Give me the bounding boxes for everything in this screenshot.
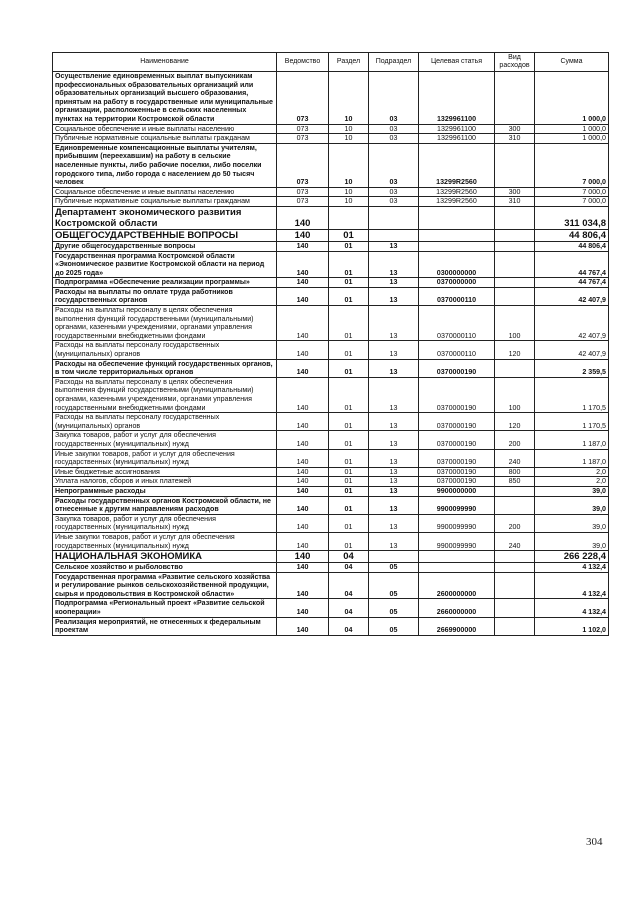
cell-exptype (495, 72, 535, 125)
cell-dept: 140 (277, 514, 329, 532)
cell-dept: 140 (277, 486, 329, 496)
cell-amount: 44 806,4 (535, 241, 609, 251)
cell-amount: 4 132,4 (535, 599, 609, 617)
cell-target: 0370000190 (419, 359, 495, 377)
cell-section: 01 (329, 306, 369, 341)
cell-exptype: 100 (495, 306, 535, 341)
cell-target: 13299R2560 (419, 143, 495, 187)
cell-dept: 140 (277, 206, 329, 229)
table-row (53, 72, 609, 125)
cell-subsection: 13 (369, 431, 419, 449)
table-row (53, 496, 609, 514)
cell-target: 0370000190 (419, 449, 495, 467)
cell-name: Реализация мероприятий, не отнесенных к федеральным проектам (53, 617, 277, 635)
cell-amount: 1 000,0 (535, 124, 609, 134)
cell-section: 01 (329, 477, 369, 487)
header-dept: Ведомство (277, 53, 329, 72)
cell-subsection: 13 (369, 496, 419, 514)
page-number: 304 (586, 836, 603, 848)
cell-section: 01 (329, 514, 369, 532)
table-row (53, 229, 609, 241)
cell-target: 1329961100 (419, 124, 495, 134)
cell-name: Расходы государственных органов Костромской области, не отнесенные к другим направлениям расходов (53, 496, 277, 514)
cell-subsection: 13 (369, 359, 419, 377)
cell-target (419, 563, 495, 573)
cell-section: 01 (329, 486, 369, 496)
cell-subsection: 13 (369, 477, 419, 487)
cell-subsection: 03 (369, 72, 419, 125)
table-row (53, 197, 609, 207)
table-header-row (53, 53, 609, 72)
cell-section: 04 (329, 563, 369, 573)
cell-target: 9900099990 (419, 532, 495, 550)
cell-dept: 140 (277, 359, 329, 377)
cell-section: 01 (329, 359, 369, 377)
cell-exptype (495, 229, 535, 241)
cell-exptype: 310 (495, 197, 535, 207)
table-row (53, 341, 609, 359)
cell-name: НАЦИОНАЛЬНАЯ ЭКОНОМИКА (53, 551, 277, 563)
cell-dept: 073 (277, 187, 329, 197)
cell-dept: 140 (277, 431, 329, 449)
header-name: Наименование (53, 53, 277, 72)
cell-subsection: 03 (369, 134, 419, 144)
cell-exptype (495, 143, 535, 187)
header-subsection: Подраздел (369, 53, 419, 72)
cell-exptype: 300 (495, 124, 535, 134)
cell-target: 1329961100 (419, 134, 495, 144)
cell-dept: 140 (277, 449, 329, 467)
cell-section: 10 (329, 197, 369, 207)
cell-dept: 140 (277, 278, 329, 288)
cell-exptype (495, 206, 535, 229)
cell-target: 9900000000 (419, 486, 495, 496)
cell-name: Расходы на выплаты персоналу в целях обеспечения выполнения функций государственными (муниципальными) органами, казенными учреждениями, органами управления государственными внебюджетными фондами (53, 377, 277, 412)
table-row (53, 599, 609, 617)
cell-exptype (495, 563, 535, 573)
cell-section: 01 (329, 449, 369, 467)
cell-name: Государственная программа Костромской области «Экономическое развитие Костромской области на период до 2025 года» (53, 251, 277, 278)
cell-dept: 140 (277, 617, 329, 635)
cell-name: ОБЩЕГОСУДАРСТВЕННЫЕ ВОПРОСЫ (53, 229, 277, 241)
cell-subsection: 13 (369, 449, 419, 467)
cell-exptype (495, 287, 535, 305)
cell-amount: 39,0 (535, 532, 609, 550)
cell-exptype: 120 (495, 413, 535, 431)
cell-target: 2660000000 (419, 599, 495, 617)
cell-dept: 140 (277, 563, 329, 573)
cell-name: Уплата налогов, сборов и иных платежей (53, 477, 277, 487)
cell-name: Непрограммные расходы (53, 486, 277, 496)
cell-section: 10 (329, 134, 369, 144)
cell-amount: 39,0 (535, 514, 609, 532)
cell-name: Расходы на выплаты персоналу в целях обеспечения выполнения функций государственными (муниципальными) органами, казенными учреждениями, органами управления государственными внебюджетными фондами (53, 306, 277, 341)
cell-target: 0370000110 (419, 341, 495, 359)
cell-name: Закупка товаров, работ и услуг для обеспечения государственных (муниципальных) нужд (53, 514, 277, 532)
cell-section: 01 (329, 467, 369, 477)
cell-dept: 073 (277, 134, 329, 144)
table-row (53, 287, 609, 305)
cell-exptype: 300 (495, 187, 535, 197)
table-row (53, 551, 609, 563)
cell-dept: 073 (277, 124, 329, 134)
cell-amount: 1 170,5 (535, 413, 609, 431)
cell-section: 04 (329, 551, 369, 563)
cell-section: 01 (329, 496, 369, 514)
cell-dept: 140 (277, 306, 329, 341)
cell-section (329, 206, 369, 229)
cell-section: 01 (329, 241, 369, 251)
table-row (53, 143, 609, 187)
cell-section: 01 (329, 278, 369, 288)
cell-subsection: 13 (369, 241, 419, 251)
table-row (53, 572, 609, 599)
table-row (53, 563, 609, 573)
cell-amount: 44 767,4 (535, 251, 609, 278)
cell-amount: 1 187,0 (535, 449, 609, 467)
cell-subsection: 03 (369, 197, 419, 207)
cell-section: 01 (329, 532, 369, 550)
cell-dept: 073 (277, 143, 329, 187)
cell-exptype (495, 241, 535, 251)
cell-section: 04 (329, 599, 369, 617)
cell-section: 01 (329, 287, 369, 305)
cell-name: Департамент экономического развития Костромской области (53, 206, 277, 229)
cell-subsection: 05 (369, 572, 419, 599)
cell-name: Подпрограмма «Региональный проект «Развитие сельской кооперации» (53, 599, 277, 617)
cell-target: 0370000190 (419, 377, 495, 412)
cell-dept: 140 (277, 241, 329, 251)
cell-name: Сельское хозяйство и рыболовство (53, 563, 277, 573)
cell-amount: 1 000,0 (535, 72, 609, 125)
cell-name: Публичные нормативные социальные выплаты гражданам (53, 197, 277, 207)
header-exptype: Вид расходов (495, 53, 535, 72)
cell-exptype (495, 359, 535, 377)
cell-target: 0370000110 (419, 306, 495, 341)
cell-section: 01 (329, 413, 369, 431)
table-row (53, 187, 609, 197)
table-row (53, 377, 609, 412)
cell-amount: 1 187,0 (535, 431, 609, 449)
cell-name: Расходы на выплаты персоналу государственных (муниципальных) органов (53, 413, 277, 431)
cell-amount: 266 228,4 (535, 551, 609, 563)
cell-subsection: 13 (369, 514, 419, 532)
cell-target: 0370000190 (419, 477, 495, 487)
cell-dept: 140 (277, 532, 329, 550)
cell-subsection: 13 (369, 467, 419, 477)
cell-exptype: 850 (495, 477, 535, 487)
cell-target: 0300000000 (419, 251, 495, 278)
cell-dept: 140 (277, 477, 329, 487)
budget-table (52, 52, 609, 636)
table-row (53, 467, 609, 477)
cell-exptype (495, 251, 535, 278)
cell-exptype: 100 (495, 377, 535, 412)
cell-name: Государственная программа «Развитие сельского хозяйства и регулирование рынков сельскохозяйственной продукции, сырья и продовольствия в Костромской области» (53, 572, 277, 599)
cell-dept: 140 (277, 341, 329, 359)
cell-exptype (495, 617, 535, 635)
cell-subsection: 13 (369, 287, 419, 305)
cell-target (419, 241, 495, 251)
cell-amount: 2 359,5 (535, 359, 609, 377)
cell-target: 0370000000 (419, 278, 495, 288)
cell-subsection: 13 (369, 251, 419, 278)
cell-section: 10 (329, 187, 369, 197)
table-row (53, 486, 609, 496)
cell-dept: 140 (277, 251, 329, 278)
table-body (53, 72, 609, 636)
cell-section: 01 (329, 377, 369, 412)
cell-name: Социальное обеспечение и иные выплаты населению (53, 187, 277, 197)
cell-name: Закупка товаров, работ и услуг для обеспечения государственных (муниципальных) нужд (53, 431, 277, 449)
cell-exptype: 120 (495, 341, 535, 359)
cell-amount: 2,0 (535, 467, 609, 477)
cell-dept: 140 (277, 413, 329, 431)
cell-amount: 7 000,0 (535, 143, 609, 187)
cell-subsection: 03 (369, 124, 419, 134)
cell-exptype (495, 572, 535, 599)
cell-subsection (369, 229, 419, 241)
cell-subsection: 13 (369, 306, 419, 341)
cell-target: 13299R2560 (419, 187, 495, 197)
header-section: Раздел (329, 53, 369, 72)
cell-amount: 2,0 (535, 477, 609, 487)
header-amount: Сумма (535, 53, 609, 72)
cell-subsection (369, 206, 419, 229)
cell-dept: 140 (277, 287, 329, 305)
cell-amount: 4 132,4 (535, 563, 609, 573)
cell-section: 01 (329, 251, 369, 278)
cell-dept: 140 (277, 599, 329, 617)
cell-target: 9900099990 (419, 496, 495, 514)
cell-subsection (369, 551, 419, 563)
cell-section: 01 (329, 229, 369, 241)
cell-exptype: 240 (495, 449, 535, 467)
cell-subsection: 13 (369, 413, 419, 431)
cell-target: 0370000190 (419, 431, 495, 449)
table-row (53, 241, 609, 251)
cell-subsection: 05 (369, 599, 419, 617)
cell-subsection: 13 (369, 278, 419, 288)
cell-dept: 140 (277, 551, 329, 563)
cell-target: 1329961100 (419, 72, 495, 125)
table-row (53, 206, 609, 229)
cell-amount: 39,0 (535, 486, 609, 496)
table-row (53, 449, 609, 467)
cell-dept: 140 (277, 572, 329, 599)
cell-subsection: 13 (369, 532, 419, 550)
cell-exptype (495, 551, 535, 563)
cell-subsection: 13 (369, 341, 419, 359)
cell-dept: 073 (277, 197, 329, 207)
cell-target (419, 551, 495, 563)
cell-exptype: 800 (495, 467, 535, 477)
cell-name: Расходы на обеспечение функций государственных органов, в том числе территориальных органов (53, 359, 277, 377)
cell-exptype: 200 (495, 431, 535, 449)
cell-dept: 140 (277, 377, 329, 412)
cell-section: 10 (329, 143, 369, 187)
cell-name: Публичные нормативные социальные выплаты гражданам (53, 134, 277, 144)
cell-amount: 39,0 (535, 496, 609, 514)
cell-amount: 7 000,0 (535, 187, 609, 197)
cell-target (419, 206, 495, 229)
table-row (53, 413, 609, 431)
table-row (53, 514, 609, 532)
cell-name: Расходы на выплаты персоналу государственных (муниципальных) органов (53, 341, 277, 359)
cell-target: 0370000110 (419, 287, 495, 305)
cell-section: 04 (329, 617, 369, 635)
cell-amount: 1 000,0 (535, 134, 609, 144)
cell-subsection: 13 (369, 377, 419, 412)
table-row (53, 251, 609, 278)
table-row (53, 532, 609, 550)
header-target: Целевая статья (419, 53, 495, 72)
cell-amount: 44 806,4 (535, 229, 609, 241)
cell-amount: 42 407,9 (535, 341, 609, 359)
cell-amount: 7 000,0 (535, 197, 609, 207)
table-row (53, 359, 609, 377)
cell-name: Осуществление единовременных выплат выпускникам профессиональных образовательных организаций или образовательных организаций высшего образования, принятым на работу в государственные или муниципальные организации, расположенные в сельских населенных пунктах на территории Костромской области (53, 72, 277, 125)
table-row (53, 278, 609, 288)
cell-amount: 1 170,5 (535, 377, 609, 412)
table-row (53, 124, 609, 134)
cell-section: 01 (329, 341, 369, 359)
table-row (53, 431, 609, 449)
cell-target (419, 229, 495, 241)
cell-name: Расходы на выплаты по оплате труда работников государственных органов (53, 287, 277, 305)
cell-subsection: 05 (369, 563, 419, 573)
cell-name: Иные закупки товаров, работ и услуг для обеспечения государственных (муниципальных) нужд (53, 449, 277, 467)
cell-amount: 42 407,9 (535, 287, 609, 305)
cell-name: Иные закупки товаров, работ и услуг для обеспечения государственных (муниципальных) нужд (53, 532, 277, 550)
cell-target: 9900099990 (419, 514, 495, 532)
cell-section: 10 (329, 72, 369, 125)
cell-dept: 140 (277, 496, 329, 514)
budget-page (52, 52, 608, 636)
cell-exptype (495, 486, 535, 496)
cell-amount: 4 132,4 (535, 572, 609, 599)
cell-section: 01 (329, 431, 369, 449)
cell-exptype: 240 (495, 532, 535, 550)
cell-dept: 140 (277, 467, 329, 477)
cell-name: Иные бюджетные ассигнования (53, 467, 277, 477)
table-row (53, 306, 609, 341)
cell-exptype (495, 496, 535, 514)
cell-exptype (495, 278, 535, 288)
cell-amount: 44 767,4 (535, 278, 609, 288)
cell-amount: 1 102,0 (535, 617, 609, 635)
table-row (53, 617, 609, 635)
cell-name: Другие общегосударственные вопросы (53, 241, 277, 251)
cell-subsection: 13 (369, 486, 419, 496)
cell-amount: 311 034,8 (535, 206, 609, 229)
cell-target: 0370000190 (419, 467, 495, 477)
cell-subsection: 05 (369, 617, 419, 635)
table-row (53, 477, 609, 487)
cell-target: 2600000000 (419, 572, 495, 599)
cell-subsection: 03 (369, 143, 419, 187)
cell-target: 0370000190 (419, 413, 495, 431)
table-row (53, 134, 609, 144)
cell-target: 13299R2560 (419, 197, 495, 207)
cell-exptype: 310 (495, 134, 535, 144)
cell-exptype: 200 (495, 514, 535, 532)
cell-exptype (495, 599, 535, 617)
cell-dept: 073 (277, 72, 329, 125)
cell-dept: 140 (277, 229, 329, 241)
cell-name: Подпрограмма «Обеспечение реализации программы» (53, 278, 277, 288)
cell-name: Социальное обеспечение и иные выплаты населению (53, 124, 277, 134)
cell-section: 10 (329, 124, 369, 134)
cell-target: 2669900000 (419, 617, 495, 635)
cell-amount: 42 407,9 (535, 306, 609, 341)
cell-name: Единовременные компенсационные выплаты учителям, прибывшим (переехавшим) на работу в сельские населенные пункты, либо рабочие поселки, либо поселки городского типа, либо города с населением до 50 тысяч человек (53, 143, 277, 187)
cell-subsection: 03 (369, 187, 419, 197)
cell-section: 04 (329, 572, 369, 599)
